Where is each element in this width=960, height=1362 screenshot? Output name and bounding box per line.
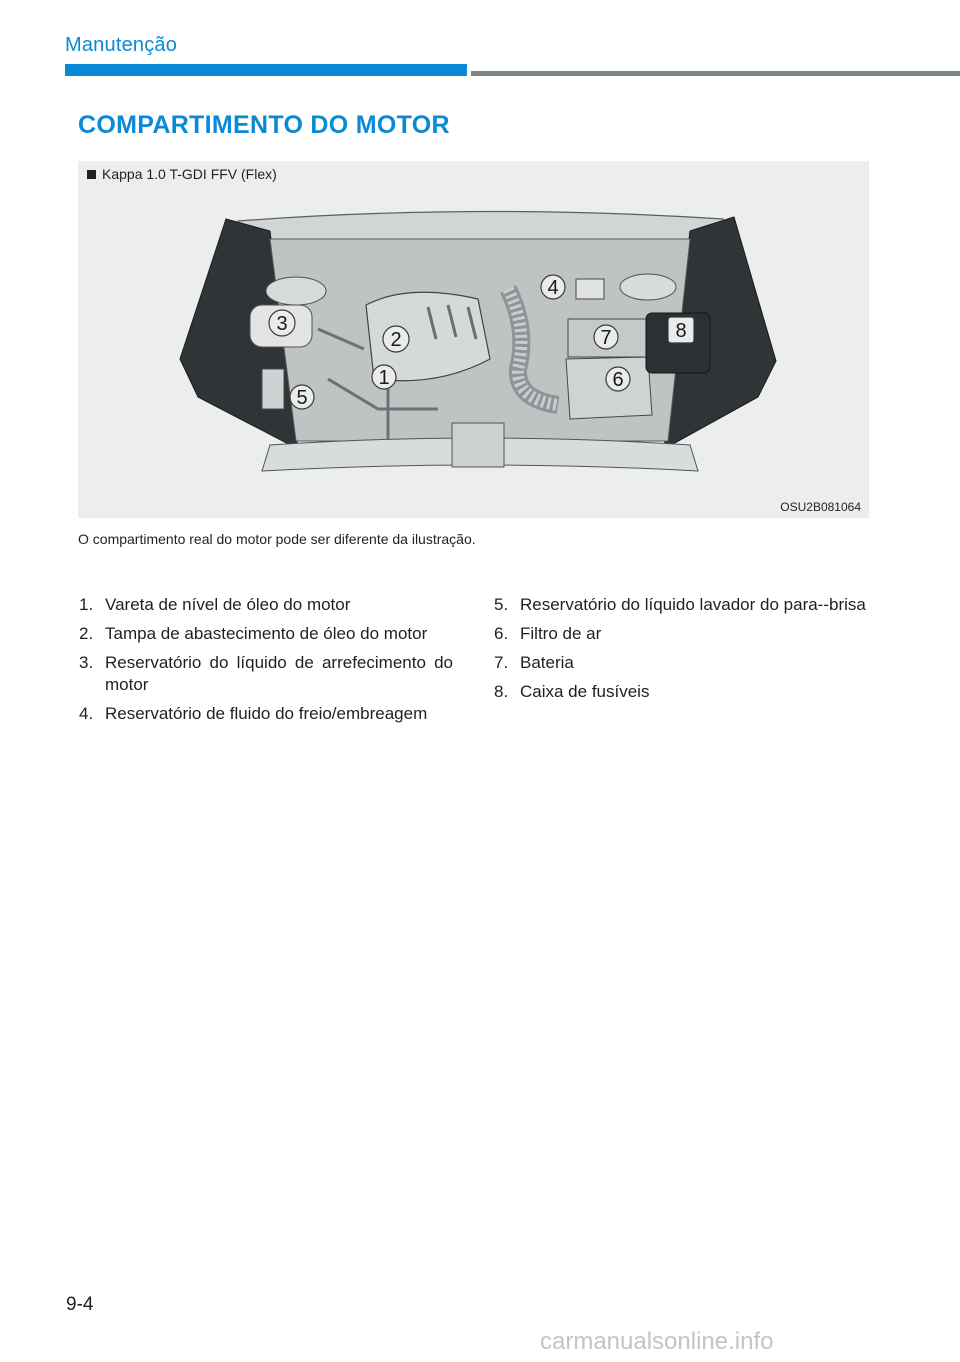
list-item-label: Caixa de fusíveis [520,682,650,701]
svg-text:5: 5 [296,387,308,409]
figure-caption-text: Kappa 1.0 T-GDI FFV (Flex) [102,166,277,182]
list-item [79,652,453,696]
callout-5 [290,385,314,409]
figure-note: O compartimento real do motor pode ser diferente da ilustração. [78,531,476,547]
watermark: carmanualsonline.info [540,1328,774,1355]
callout-6 [606,367,630,391]
page-number: 9-4 [66,1294,94,1315]
list-item-number: 4. [79,704,94,723]
list-item-label: Reservatório de fluido do freio/embreagem [105,704,428,723]
list-item-label: Filtro de ar [520,624,602,643]
component-list-right [494,594,868,710]
list-item-label: Reservatório do líquido lavador do para--brisa [520,595,866,614]
component-list-left [79,594,453,732]
list-item-label: Vareta de nível de óleo do motor [105,595,351,614]
svg-text:3: 3 [276,313,288,335]
list-item-number: 5. [494,595,509,614]
section-label: Manutenção [65,34,178,56]
air-filter-box [566,357,652,419]
washer-reservoir [262,369,284,409]
callout-2 [383,326,409,352]
engine-figure [78,161,869,518]
list-item [494,623,868,645]
list-item [79,703,453,725]
list-item [79,623,453,645]
svg-text:1: 1 [378,367,390,389]
page-title: COMPARTIMENTO DO MOTOR [78,111,450,139]
list-item-number: 2. [79,624,94,643]
list-item-label: Reservatório do líquido de arrefecimento do motor [105,653,453,694]
square-bullet-icon [87,170,96,179]
list-item-label: Tampa de abastecimento de óleo do motor [105,624,428,643]
callout-8 [668,317,694,343]
left-strut-tower [266,277,326,305]
header-rule-gray [471,71,960,76]
list-item [494,652,868,674]
brake-fluid-reservoir [576,279,604,299]
list-item-label: Bateria [520,653,574,672]
right-strut-tower [620,274,676,300]
engine-illustration [178,209,778,499]
svg-text:8: 8 [675,320,687,342]
list-item-number: 6. [494,624,509,643]
list-item-number: 7. [494,653,509,672]
header-rule-blue [65,64,467,76]
callout-3 [269,310,295,336]
callout-7 [594,325,618,349]
list-item [494,681,868,703]
list-item-number: 1. [79,595,94,614]
svg-text:4: 4 [547,277,559,299]
figure-code: OSU2B081064 [780,500,861,514]
hood-latch [452,423,504,467]
list-item [494,594,868,616]
callout-4 [541,275,565,299]
list-item-number: 8. [494,682,509,701]
svg-text:6: 6 [612,369,624,391]
list-item [79,594,453,616]
list-item-number: 3. [79,653,94,672]
figure-caption [87,166,277,182]
svg-text:2: 2 [390,329,402,351]
callout-1 [372,365,396,389]
svg-text:7: 7 [600,327,612,349]
